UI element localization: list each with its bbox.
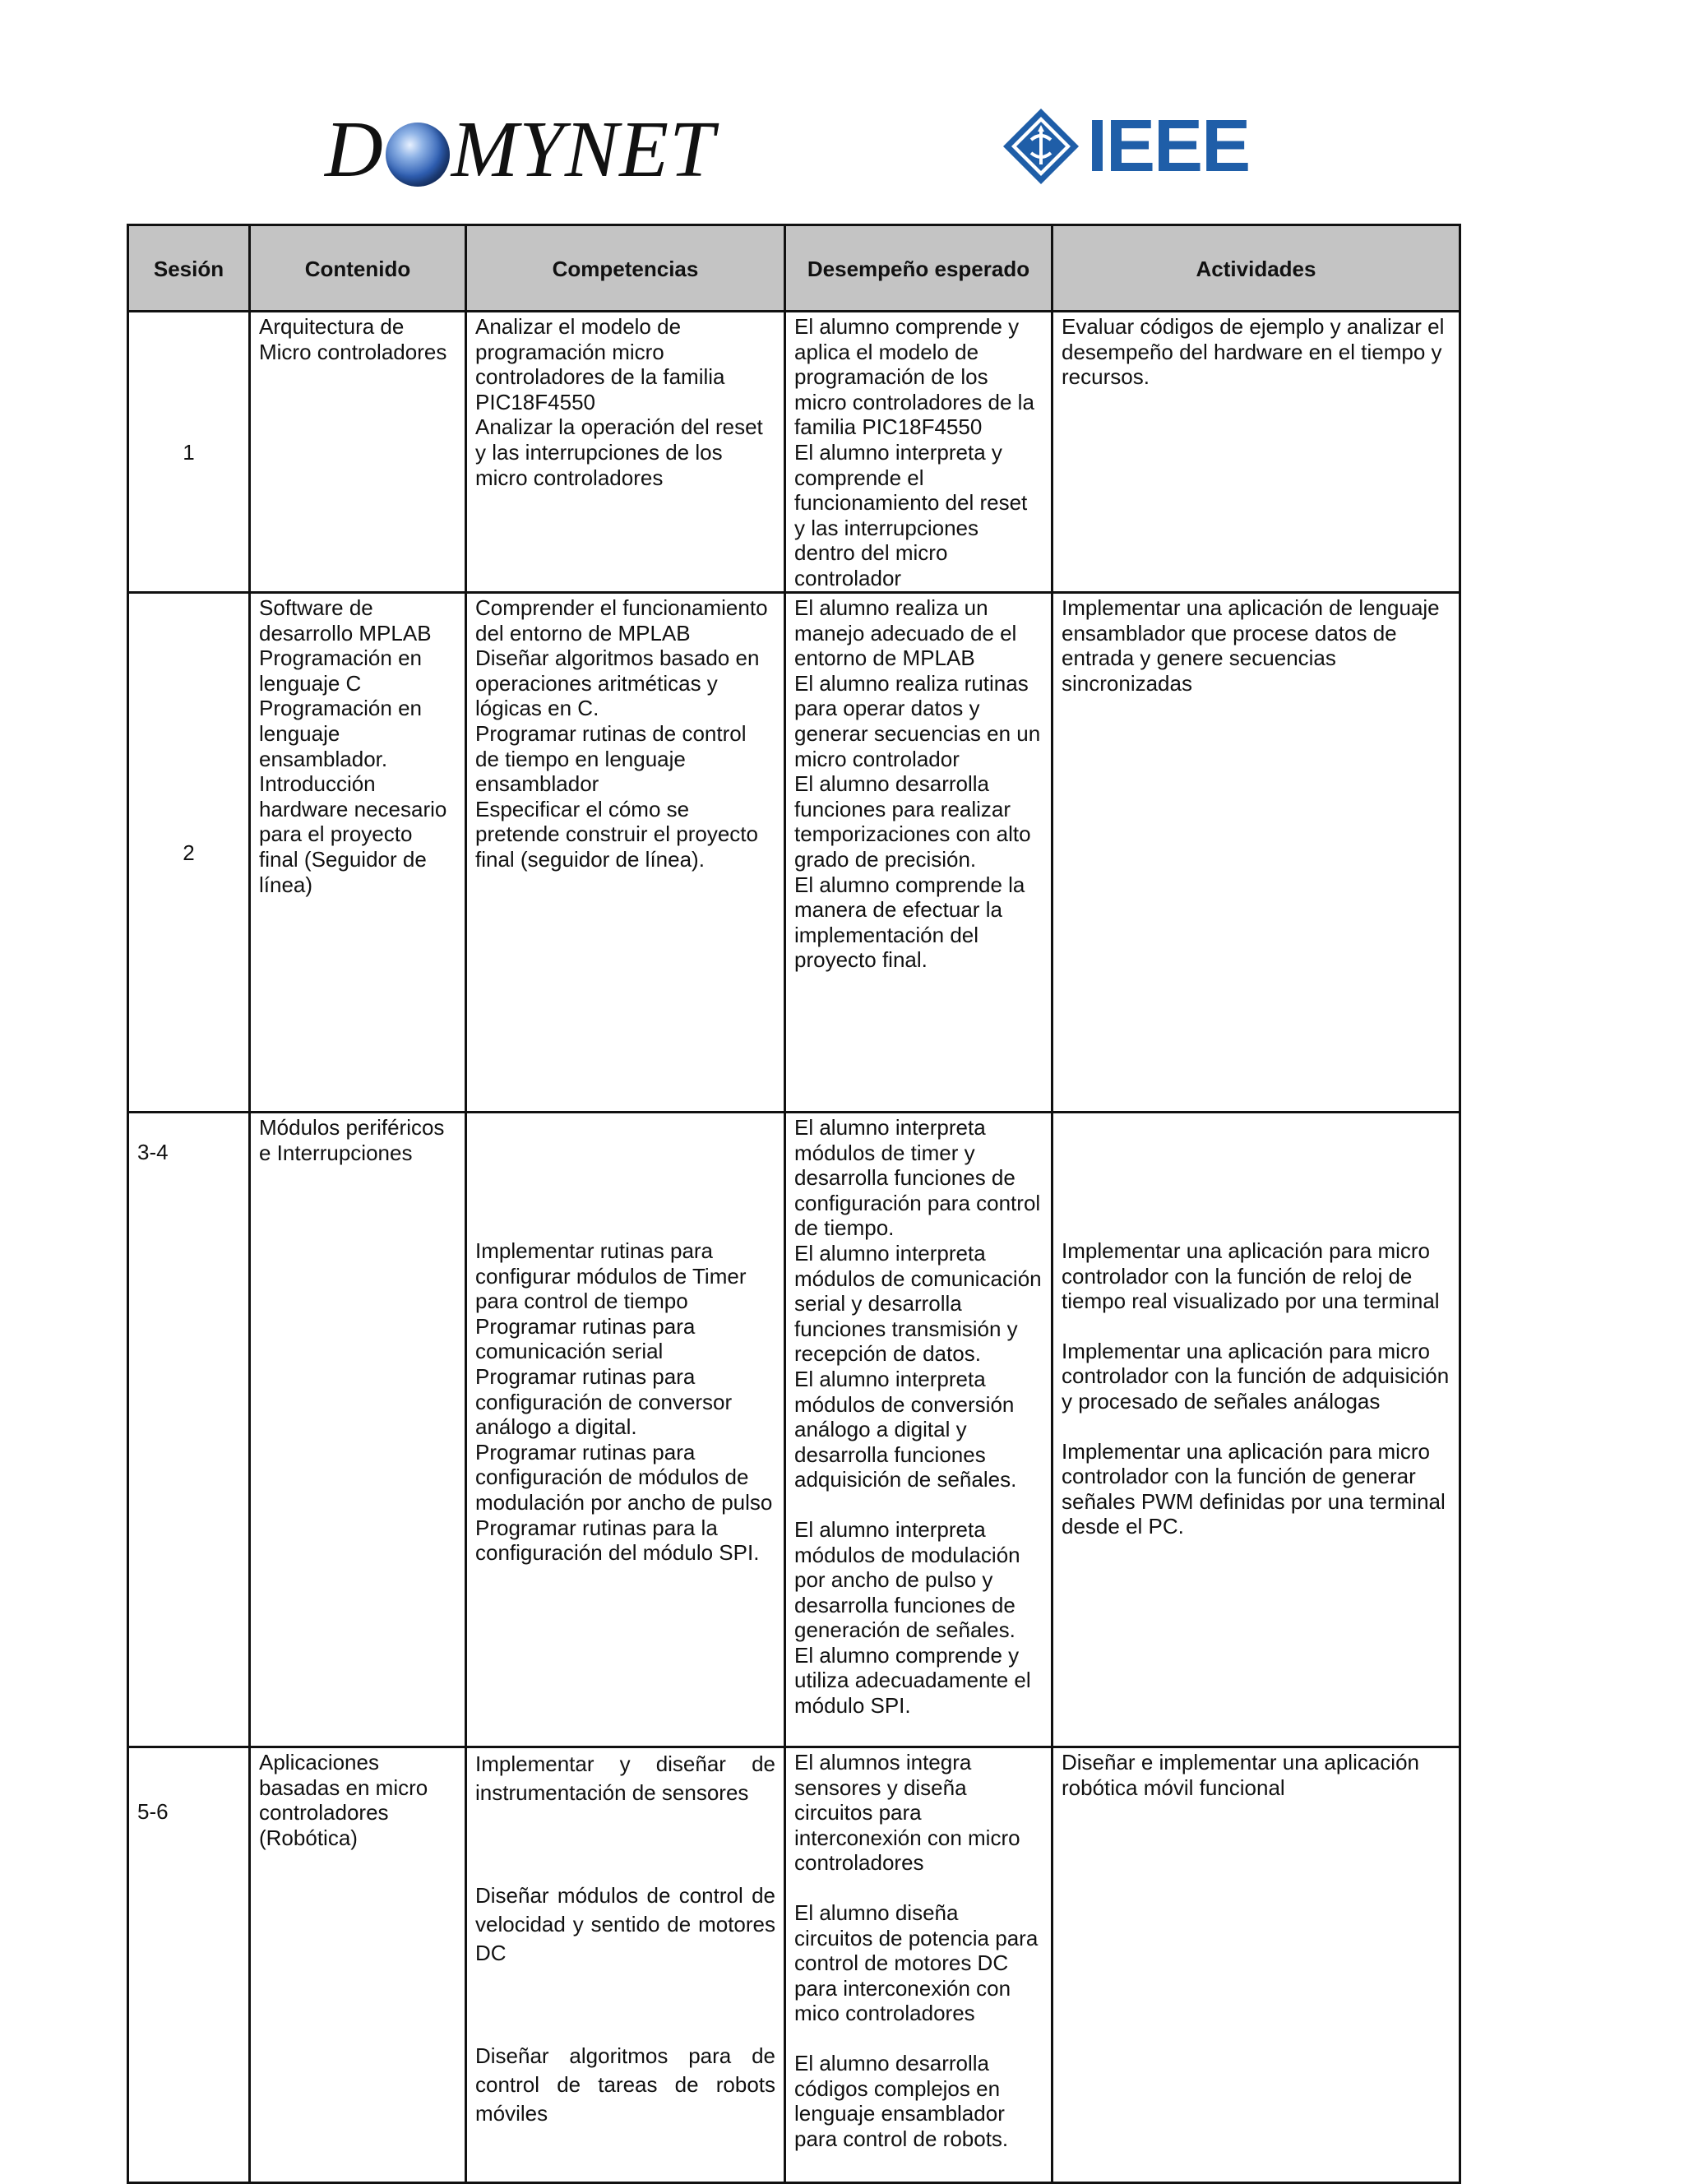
competencias-text: Analizar el modelo de programación micro controladores de la familia PIC18F4550: [475, 314, 725, 414]
competencias-cell: [466, 312, 785, 593]
desempeno-text: El alumno diseña circuitos de potencia para control de motores DC para interconexión con mico controladores: [794, 1899, 1039, 2026]
competencias-cell: [466, 593, 785, 1113]
sesion-cell: [128, 312, 250, 593]
actividades-cell: [1052, 1747, 1460, 2183]
table-row: [128, 312, 1460, 593]
desempeno-text: El alumnos integra sensores y diseña circuitos para interconexión con micro controladores: [794, 1750, 1020, 1876]
actividades-cell: [1052, 312, 1460, 593]
competencias-text: Comprender el funcionamiento del entorno de MPLAB: [475, 595, 768, 645]
table-header-row: [128, 225, 1460, 312]
header-desempeno: Desempeño esperado: [785, 225, 1052, 312]
contenido-cell: [250, 1113, 466, 1747]
sesion-cell: [128, 1747, 250, 2183]
actividades-text: Diseñar e implementar una aplicación robótica móvil funcional: [1062, 1750, 1420, 1800]
ieee-diamond-icon: [1002, 107, 1080, 186]
contenido-text: Introducción hardware necesario para el proyecto final (Seguidor de línea): [259, 771, 447, 897]
session-schedule-table: [127, 224, 1461, 2184]
header-competencias: Competencias: [466, 225, 785, 312]
spacer: [794, 2026, 1043, 2051]
spacer: [475, 1968, 775, 2042]
sesion-value: 2: [183, 840, 195, 866]
contenido-cell: [250, 312, 466, 593]
competencias-text: Especificar el cómo se pretende construir el proyecto final (seguidor de línea).: [475, 796, 758, 872]
contenido-text: Programación en lenguaje ensamblador.: [259, 696, 422, 771]
desempeno-text: El alumno comprende y utiliza adecuadamente el módulo SPI.: [794, 1642, 1031, 1719]
competencias-cell: [466, 1113, 785, 1747]
actividades-cell: [1052, 593, 1460, 1113]
actividades-text: Implementar una aplicación para micro controlador con la función de reloj de tiempo real visualizado por una terminal: [1062, 1238, 1440, 1314]
actividades-text: Implementar una aplicación de lenguaje ensamblador que procese datos de entrada y genere secuencias sincronizadas: [1062, 595, 1440, 696]
spacer: [794, 1492, 1043, 1517]
contenido-cell: [250, 593, 466, 1113]
actividades-cell: [1052, 1113, 1460, 1747]
desempeno-text: El alumno desarrolla códigos complejos en lenguaje ensamblador para control de robots.: [794, 2050, 1009, 2151]
header-contenido: Contenido: [250, 225, 466, 312]
table-row: [128, 1113, 1460, 1747]
contenido-text: Aplicaciones basadas en micro controladores (Robótica): [259, 1750, 428, 1850]
sesion-value: 5-6: [137, 1799, 169, 1824]
desempeno-text: El alumno realiza un manejo adecuado de el entorno de MPLAB: [794, 595, 1017, 671]
competencias-text: Analizar la operación del reset y las interrupciones de los micro controladores: [475, 414, 763, 490]
domynet-logo: [325, 105, 715, 194]
table-row: [128, 1747, 1460, 2183]
contenido-text: Software de desarrollo MPLAB: [259, 595, 432, 645]
actividades-text: Evaluar códigos de ejemplo y analizar el desempeño del hardware en el tiempo y recursos.: [1062, 314, 1445, 390]
contenido-text: Arquitectura de Micro controladores: [259, 314, 447, 364]
competencias-text: Programar rutinas para comunicación serial: [475, 1313, 696, 1364]
desempeno-cell: [785, 1747, 1052, 2183]
desempeno-text: El alumno interpreta y comprende el funcionamiento del reset y las interrupciones dentro del micro controlador: [794, 439, 1028, 590]
ieee-logo: [1002, 105, 1250, 187]
competencias-text: Programar rutinas para configuración de conversor análogo a digital.: [475, 1363, 733, 1440]
header-actividades: Actividades: [1052, 225, 1460, 312]
sesion-value: 3-4: [137, 1140, 169, 1164]
contenido-text: Módulos periféricos e Interrupciones: [259, 1115, 445, 1165]
spacer: [1062, 1314, 1450, 1339]
competencias-cell: [466, 1747, 785, 2183]
spacer: [1062, 1414, 1450, 1439]
desempeno-text: El alumno interpreta módulos de comunicación serial y desarrolla funciones transmisión y recepción de datos.: [794, 1240, 1042, 1367]
competencias-text: Diseñar módulos de control de velocidad y sentido de motores DC: [475, 1883, 775, 1965]
competencias-text: Diseñar algoritmos basado en operaciones aritméticas y lógicas en C.: [475, 645, 760, 721]
domynet-logo-text-post: MYNET: [451, 105, 715, 194]
globe-icon: [386, 123, 450, 187]
spacer: [475, 1807, 775, 1881]
competencias-text: Implementar y diseñar de instrumentación de sensores: [475, 1751, 775, 1805]
sesion-cell: [128, 593, 250, 1113]
competencias-text: Programar rutinas para configuración de módulos de modulación por ancho de pulso: [475, 1439, 773, 1515]
desempeno-text: El alumno realiza rutinas para operar datos y generar secuencias en un micro controlador: [794, 670, 1041, 771]
competencias-text: Implementar rutinas para configurar módulos de Timer para control de tiempo: [475, 1238, 747, 1314]
desempeno-text: El alumno interpreta módulos de timer y desarrolla funciones de configuración para control de tiempo.: [794, 1115, 1041, 1241]
desempeno-text: El alumno interpreta módulos de conversión análogo a digital y desarrolla funciones adquisición de señales.: [794, 1366, 1017, 1492]
desempeno-cell: [785, 593, 1052, 1113]
table-row: [128, 593, 1460, 1113]
competencias-text: Programar rutinas de control de tiempo en lenguaje ensamblador: [475, 720, 747, 797]
desempeno-cell: [785, 312, 1052, 593]
sesion-value: 1: [183, 440, 195, 465]
header-sesion: Sesión: [128, 225, 250, 312]
competencias-text: Programar rutinas para la configuración del módulo SPI.: [475, 1515, 760, 1566]
domynet-logo-text-pre: D: [325, 105, 384, 194]
desempeno-text: El alumno comprende la manera de efectuar la implementación del proyecto final.: [794, 872, 1025, 973]
spacer: [794, 1876, 1043, 1900]
ieee-logo-text: IEEE: [1087, 105, 1250, 187]
desempeno-cell: [785, 1113, 1052, 1747]
contenido-text: Programación en lenguaje C: [259, 645, 422, 696]
competencias-text: Diseñar algoritmos para de control de tareas de robots móviles: [475, 2043, 775, 2126]
actividades-text: Implementar una aplicación para micro controlador con la función de adquisición y procesado de señales análogas: [1062, 1338, 1450, 1414]
desempeno-text: El alumno desarrolla funciones para realizar temporizaciones con alto grado de precisión.: [794, 771, 1031, 872]
contenido-cell: [250, 1747, 466, 2183]
sesion-cell: [128, 1113, 250, 1747]
desempeno-text: El alumno interpreta módulos de modulación por ancho de pulso y desarrolla funciones de generación de señales.: [794, 1516, 1020, 1643]
actividades-text: Implementar una aplicación para micro controlador con la función de generar señales PWM definidas por una terminal desde el PC.: [1062, 1438, 1446, 1539]
desempeno-text: El alumno comprende y aplica el modelo de programación de los micro controladores de la familia PIC18F4550: [794, 314, 1034, 440]
